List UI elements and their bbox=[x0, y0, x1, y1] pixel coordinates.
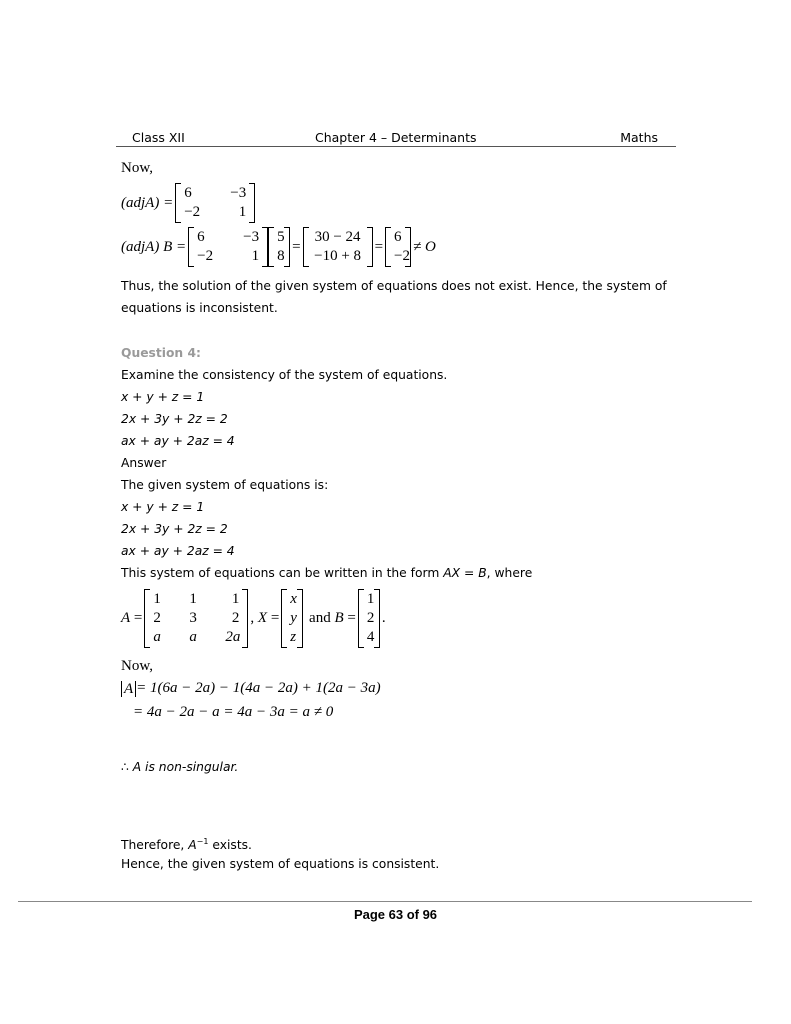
product-vector: 30 − 24 −10 + 8 bbox=[303, 227, 373, 267]
result-vector: 6 −2 bbox=[385, 227, 411, 267]
header-chapter: Chapter 4 – Determinants bbox=[315, 130, 477, 145]
header-class: Class XII bbox=[132, 130, 185, 145]
question-title: Question 4: bbox=[121, 346, 201, 360]
question-equation-3: ax + ay + 2az = 4 bbox=[121, 434, 235, 448]
answer-intro: The given system of equations is: bbox=[121, 478, 329, 492]
B-vector-2: 1 2 4 bbox=[358, 589, 380, 648]
adjA-equation: (adjA) = 6 −3 −2 1 bbox=[121, 183, 257, 223]
page-number: Page 63 of 96 bbox=[353, 907, 438, 922]
matrix-form-text: This system of equations can be written in the form AX = B, where bbox=[121, 566, 533, 580]
answer-label: Answer bbox=[121, 456, 167, 470]
conclusion-line-1: Thus, the solution of the given system of equations does not exist. Hence, the system of bbox=[121, 279, 667, 293]
adjA-B-equation: (adjA) B = 6 −3 −2 1 5 8 = 30 − 24 −10 + 8 = 6 −2 ≠ O bbox=[121, 227, 436, 267]
adjA-matrix: 6 −3 −2 1 bbox=[175, 183, 255, 223]
A-matrix: 1 1 1 2 3 2 a a 2a bbox=[144, 589, 248, 648]
X-vector: x y z bbox=[281, 589, 303, 648]
question-equation-2: 2x + 3y + 2z = 2 bbox=[121, 412, 228, 426]
matrix-definitions: A = 1 1 1 2 3 2 a a 2a , X = x y z and B = 1 2 4 . bbox=[121, 589, 386, 648]
answer-equation-2: 2x + 3y + 2z = 2 bbox=[121, 522, 228, 536]
page-header bbox=[116, 128, 676, 147]
answer-equation-3: ax + ay + 2az = 4 bbox=[121, 544, 235, 558]
now-label: Now, bbox=[121, 160, 153, 176]
adjA-matrix-2: 6 −3 −2 1 bbox=[188, 227, 268, 267]
answer-equation-1: x + y + z = 1 bbox=[121, 500, 205, 514]
question-prompt: Examine the consistency of the system of equations. bbox=[121, 368, 448, 382]
final-conclusion: Hence, the given system of equations is consistent. bbox=[121, 857, 440, 871]
conclusion-line-2: equations is inconsistent. bbox=[121, 301, 278, 315]
header-subject: Maths bbox=[620, 130, 658, 145]
question-equation-1: x + y + z = 1 bbox=[121, 390, 205, 404]
now-label-2: Now, bbox=[121, 658, 153, 674]
B-vector: 5 8 bbox=[268, 227, 290, 267]
inverse-exists-statement: Therefore, $A^{-1}$ exists. bbox=[121, 837, 252, 853]
nonsingular-statement: ∴ A is non-singular. bbox=[121, 760, 239, 774]
determinant-line-1: A = 1(6a − 2a) − 1(4a − 2a) + 1(2a − 3a) bbox=[121, 680, 381, 697]
determinant-line-2: = 4a − 2a − a = 4a − 3a = a ≠ 0 bbox=[133, 704, 334, 720]
footer-divider bbox=[18, 901, 752, 902]
